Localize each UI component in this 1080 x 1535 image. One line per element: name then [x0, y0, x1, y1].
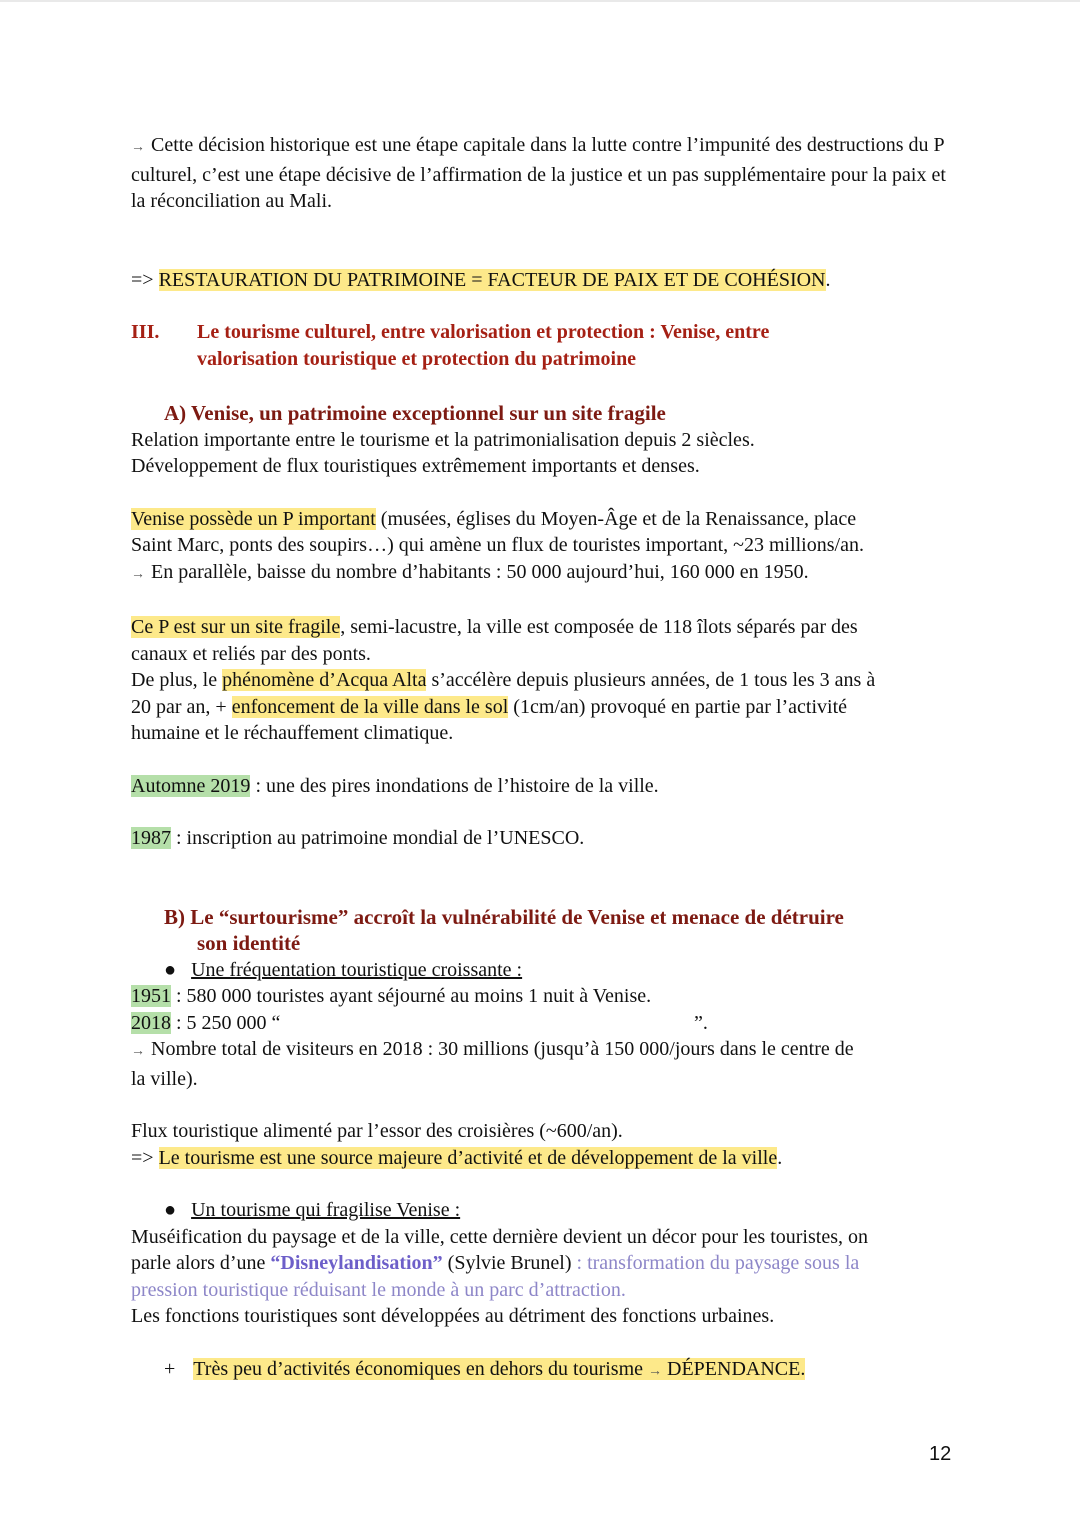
- document-page: [131, 132, 951, 1385]
- source-majeure-line: => Le tourisme est une source majeure d’activité et de développement de la ville.: [131, 1146, 783, 1169]
- date-highlight: 1987: [131, 827, 171, 849]
- year-2018-line: 2018 : 5 250 000 “ ”.: [131, 1011, 708, 1034]
- date-automne-2019: Automne 2019 : une des pires inondations de l’histoire de la ville.: [131, 774, 659, 797]
- site-fragile-highlight: Ce P est sur un site fragile: [131, 616, 341, 638]
- section-3-heading: [131, 319, 951, 372]
- year-1951-line: 1951 : 580 000 touristes ayant séjourné au moins 1 nuit à Venise.: [131, 985, 652, 1007]
- enfoncement-highlight: enfoncement de la ville dans le sol: [231, 695, 509, 718]
- arrow-icon: →: [131, 140, 145, 155]
- date-1987: 1987 : inscription au patrimoine mondial de l’UNESCO.: [131, 827, 585, 849]
- intro-text: Cette décision historique est une étape capitale dans la lutte contre l’impunité des destructions du P culturel, c’est une étape décisive de l’affirmation de la justice et un pas supplémentaire pour la paix et la réconciliation au Mali.: [131, 134, 946, 212]
- total-visitors-line1: → Nombre total de visiteurs en 2018 : 30 millions (jusqu’à 150 000/jours dans le centre de: [131, 1038, 854, 1060]
- conclusion-line: => RESTAURATION DU PATRIMOINE = FACTEUR DE PAIX ET DE COHÉSION.: [131, 268, 831, 291]
- page-top-border: [0, 0, 1080, 2]
- part-b-heading: B) Le “surtourisme” accroît la vulnérabilité de Venise et menace de détruire son identité: [164, 904, 844, 955]
- arrow-icon: →: [131, 566, 145, 582]
- section-3-number: III.: [131, 321, 160, 343]
- bullet-icon: ●: [164, 958, 192, 981]
- bullet-fragilise: ● Un tourisme qui fragilise Venise :: [164, 1199, 461, 1221]
- definition-text: : transformation du paysage sous la: [571, 1252, 860, 1274]
- date-highlight: Automne 2019: [131, 774, 251, 797]
- arrow-icon: →: [648, 1363, 663, 1379]
- definition-line2: pression touristique réduisant le monde à un parc d’attraction.: [131, 1278, 626, 1301]
- part-a-line2: Développement de flux touristiques extrêmement importants et denses.: [131, 455, 700, 477]
- section-3-title-line1: Le tourisme culturel, entre valorisation et protection : Venise, entre: [197, 321, 770, 343]
- plus-icon: +: [164, 1357, 176, 1380]
- museification-line2: parle alors d’une “Disneylandisation” (Sylvie Brunel) : transformation du paysage sous la: [131, 1252, 860, 1274]
- year-highlight: 1951: [131, 985, 171, 1007]
- museification-line1: Muséification du paysage et de la ville, cette dernière devient un décor pour les touristes, on: [131, 1225, 868, 1248]
- section-3-title-line2: valorisation touristique et protection du patrimoine: [197, 347, 637, 370]
- acqua-alta-highlight: phénomène d’Acqua Alta: [222, 669, 427, 691]
- disneylandisation-term: “Disneylandisation”: [270, 1252, 443, 1274]
- part-a-line1: Relation importante entre le tourisme et la patrimonialisation depuis 2 siècles.: [131, 428, 755, 451]
- arrow-icon: →: [131, 1044, 145, 1059]
- venise-patrimoine-paragraph: Venise possède un P important (musées, églises du Moyen-Âge et de la Renaissance, place Saint Marc, ponts des soupirs…) qui amène un flux de touristes important, ~23 millions/an. → En parallèle, baisse du nombre d’habitants : 50 000 aujourd’hui, 160 000 en 1950.: [131, 507, 864, 583]
- source-highlight: Le tourisme est une source majeure d’activité et de développement de la ville: [158, 1146, 778, 1169]
- site-fragile-paragraph: Ce P est sur un site fragile, semi-lacustre, la ville est composée de 118 îlots séparés par des canaux et reliés par des ponts. De plus, le phénomène d’Acqua Alta s’accélère depuis plusieurs années, de 1 tous les 3 ans à 20 par an, + enfoncement de la ville dans le sol (1cm/an) provoqué en partie par l’activité humaine et le réchauffement climatique.: [131, 616, 876, 744]
- bullet-icon: ●: [164, 1199, 192, 1221]
- page-number: 12: [929, 1443, 952, 1465]
- part-a-heading: A) Venise, un patrimoine exceptionnel sur un site fragile: [164, 401, 666, 425]
- flux-croisieres: Flux touristique alimenté par l’essor des croisières (~600/an).: [131, 1120, 623, 1142]
- dependance-highlight: Très peu d’activités économiques en dehors du tourisme → DÉPENDANCE.: [193, 1357, 806, 1380]
- year-highlight: 2018: [131, 1011, 171, 1034]
- total-visitors-line2: la ville).: [131, 1067, 198, 1090]
- intro-paragraph: [131, 132, 951, 215]
- fonctions-line: Les fonctions touristiques sont développées au détriment des fonctions urbaines.: [131, 1305, 775, 1327]
- bullet-frequentation: ● Une fréquentation touristique croissante :: [164, 958, 523, 981]
- venise-p-highlight: Venise possède un P important: [131, 507, 376, 530]
- conclusion-highlight: RESTAURATION DU PATRIMOINE = FACTEUR DE PAIX ET DE COHÉSION: [158, 268, 826, 291]
- dependance-line: [131, 1356, 951, 1386]
